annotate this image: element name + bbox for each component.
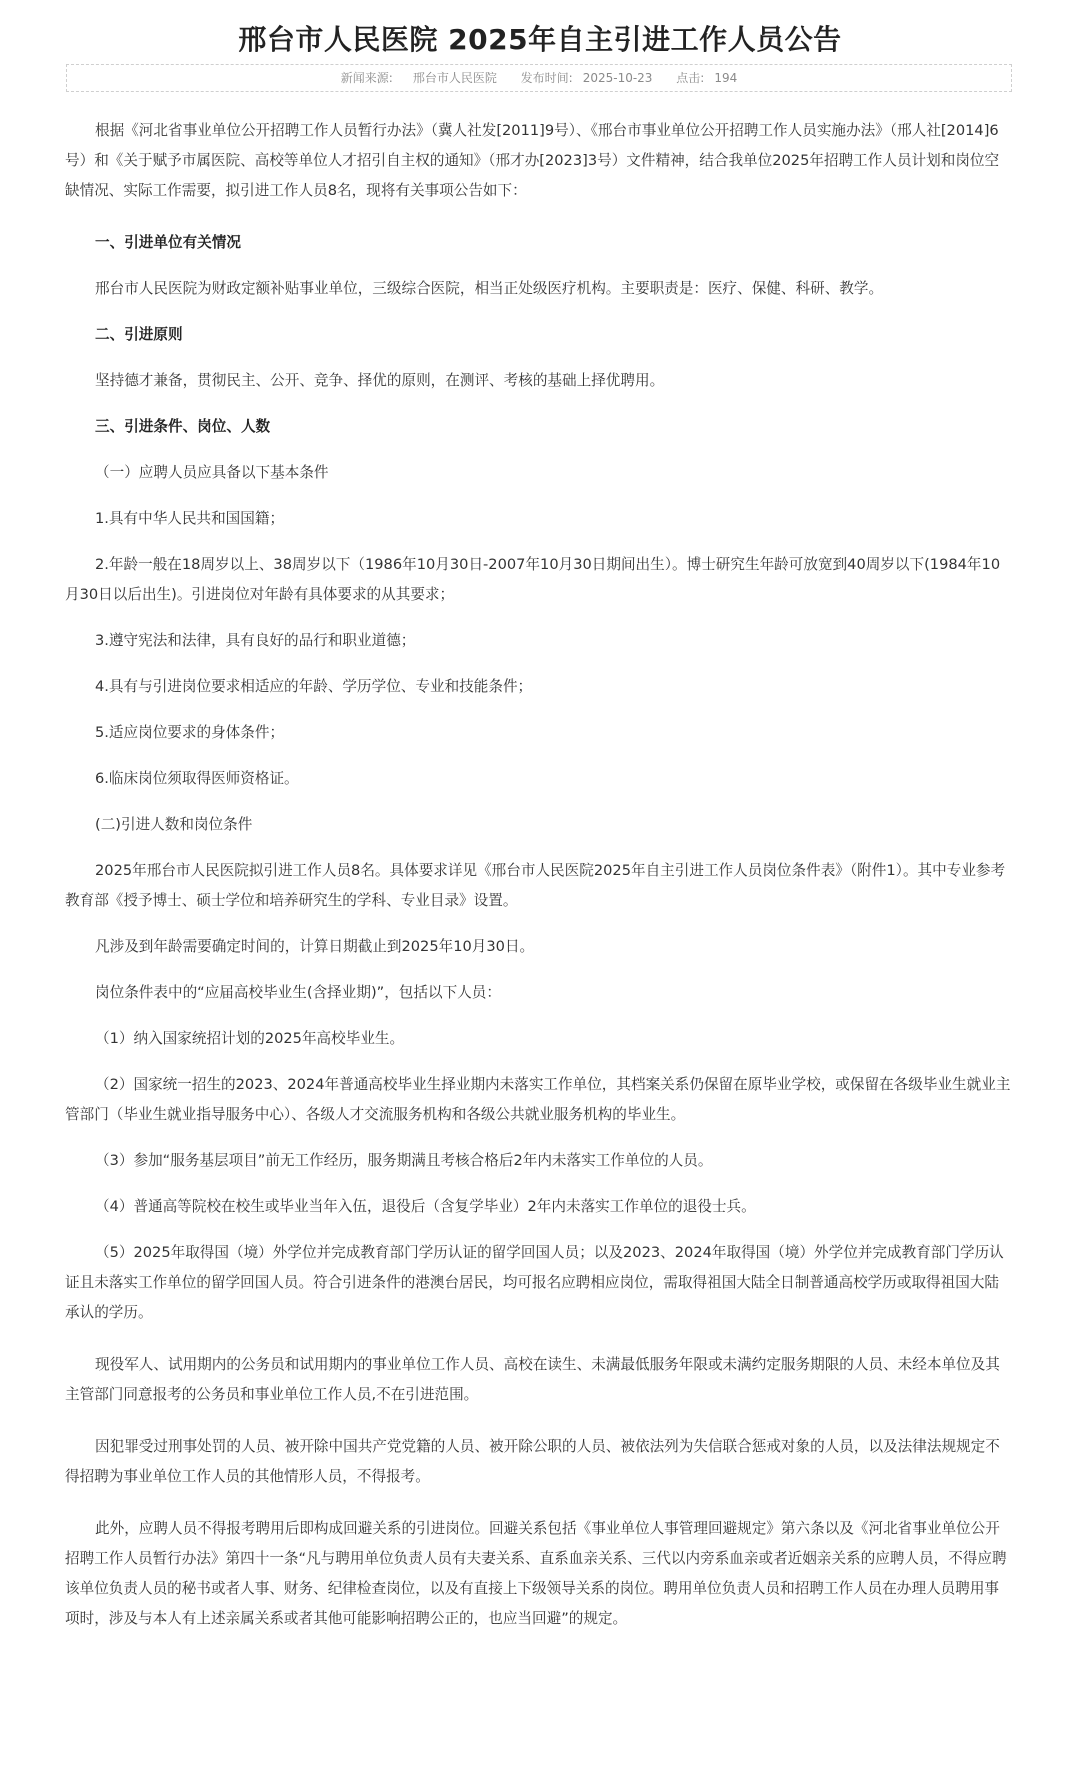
paragraph-intro: 根据《河北省事业单位公开招聘工作人员暂行办法》（冀人社发[2011]9号）、《邢台市事业单位公开招聘工作人员实施办法》（邢人社[2014]6号）和《关于赋予市属医院、高校等单位人才招引自主权的通知》（邢才办[2023]3号）文件精神，结合我单位2025年招聘工作人员计划和岗位空缺情况、实际工作需要，拟引进工作人员8名，现将有关事项公告如下： — [65, 122, 1000, 199]
condition-item: 6.临床岗位须取得医师资格证。 — [95, 770, 299, 787]
graduate-item: （1）纳入国家统招计划的2025年高校毕业生。 — [95, 1030, 405, 1047]
paragraph: 凡涉及到年龄需要确定时间的，计算日期截止到2025年10月30日。 — [95, 938, 535, 955]
paragraph: 邢台市人民医院为财政定额补贴事业单位，三级综合医院，相当正处级医疗机构。主要职责是：医疗、保健、科研、教学。 — [95, 280, 884, 297]
article-meta-bar — [66, 64, 1012, 92]
paragraph: 岗位条件表中的“应届高校毕业生(含择业期)”，包括以下人员： — [95, 984, 501, 1001]
source-value: 邢台市人民医院 — [412, 71, 497, 85]
paragraph: 坚持德才兼备，贯彻民主、公开、竞争、择优的原则，在测评、考核的基础上择优聘用。 — [95, 372, 665, 389]
subsection-heading-2: (二)引进人数和岗位条件 — [95, 816, 253, 833]
graduate-item: （4）普通高等院校在校生或毕业当年入伍，退役后（含复学毕业）2年内未落实工作单位的退役士兵。 — [95, 1198, 756, 1215]
source-label: 新闻来源: — [340, 71, 393, 85]
condition-item: 3.遵守宪法和法律，具有良好的品行和职业道德； — [95, 632, 416, 649]
subsection-heading-1: （一）应聘人员应具备以下基本条件 — [95, 464, 329, 481]
condition-item: 4.具有与引进岗位要求相适应的年龄、学历学位、专业和技能条件； — [95, 678, 533, 695]
paragraph: 因犯罪受过刑事处罚的人员、被开除中国共产党党籍的人员、被开除公职的人员、被依法列为失信联合惩戒对象的人员，以及法律法规规定不得招聘为事业单位工作人员的其他情形人员，不得报考。 — [65, 1438, 1000, 1485]
graduate-item: （3）参加“服务基层项目”前无工作经历，服务期满且考核合格后2年内未落实工作单位的人员。 — [95, 1152, 713, 1169]
graduate-item: （2）国家统一招生的2023、2024年普通高校毕业生择业期内未落实工作单位，其档案关系仍保留在原毕业学校，或保留在各级毕业生就业主管部门（毕业生就业指导服务中心）、各级人才交流服务机构和各级公共就业服务机构的毕业生。 — [65, 1076, 1011, 1123]
section-heading-2: 二、引进原则 — [95, 326, 183, 343]
date-value: 2025-10-23 — [582, 71, 653, 85]
hits-label: 点击: — [676, 71, 705, 85]
section-heading-1: 一、引进单位有关情况 — [95, 234, 241, 251]
paragraph: 现役军人、试用期内的公务员和试用期内的事业单位工作人员、高校在读生、未满最低服务年限或未满约定服务期限的人员、未经本单位及其主管部门同意报考的公务员和事业单位工作人员,不在引进范围。 — [65, 1356, 1000, 1403]
condition-item: 2.年龄一般在18周岁以上、38周岁以下（1986年10月30日-2007年10月30日期间出生）。博士研究生年龄可放宽到40周岁以下(1984年10月30日以后出生)。引进岗位对年龄有具体要求的从其要求； — [65, 556, 1001, 603]
graduate-item: （5）2025年取得国（境）外学位并完成教育部门学历认证的留学回国人员；以及2023、2024年取得国（境）外学位并完成教育部门学历认证且未落实工作单位的留学回国人员。符合引进条件的港澳台居民，均可报名应聘相应岗位，需取得祖国大陆全日制普通高校学历或取得祖国大陆承认的学历。 — [65, 1244, 1004, 1321]
paragraph: 2025年邢台市人民医院拟引进工作人员8名。具体要求详见《邢台市人民医院2025年自主引进工作人员岗位条件表》（附件1）。其中专业参考教育部《授予博士、硕士学位和培养研究生的学科、专业目录》设置。 — [65, 862, 1006, 909]
page-title: 邢台市人民医院 2025年自主引进工作人员公告 — [238, 23, 842, 56]
condition-item: 1.具有中华人民共和国国籍； — [95, 510, 285, 527]
condition-item: 5.适应岗位要求的身体条件； — [95, 724, 285, 741]
section-heading-3: 三、引进条件、岗位、人数 — [95, 418, 271, 435]
paragraph: 此外，应聘人员不得报考聘用后即构成回避关系的引进岗位。回避关系包括《事业单位人事管理回避规定》第六条以及《河北省事业单位公开招聘工作人员暂行办法》第四十一条“凡与聘用单位负责人员有夫妻关系、直系血亲关系、三代以内旁系血亲或者近姻亲关系的应聘人员，不得应聘该单位负责人员的秘书或者人事、财务、纪律检查岗位，以及有直接上下级领导关系的岗位。聘用单位负责人员和招聘工作人员在办理人员聘用事项时，涉及与本人有上述亲属关系或者其他可能影响招聘公正的，也应当回避”的规定。 — [65, 1520, 1007, 1627]
article-body — [65, 116, 1013, 1634]
date-label: 发布时间: — [520, 71, 573, 85]
hits-value: 194 — [714, 71, 738, 85]
